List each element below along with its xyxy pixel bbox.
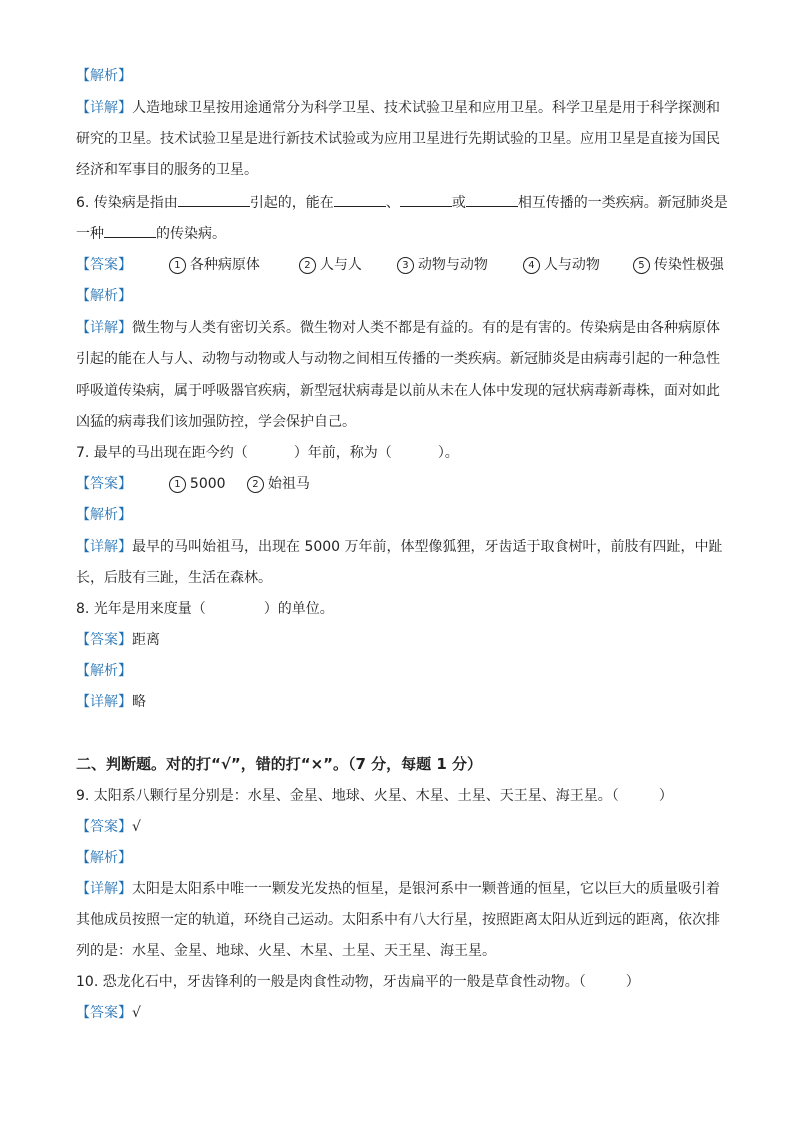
q7-detail-line-2: 长，后肢有三趾，生活在森林。 [76, 570, 272, 586]
q7-answer: 【答案】 1 5000 2 始祖马 [76, 476, 310, 492]
q6-stem-line-1: 6. 传染病是指由 引起的，能在 、 或 相互传播的一类疾病。新冠肺炎是 [76, 192, 726, 213]
blank-line [400, 192, 452, 207]
answer-option: 3 动物与动物 [397, 255, 523, 275]
answer-option: 2 人与人 [299, 255, 397, 275]
blank-line [104, 223, 156, 238]
answer-option: 5 传染性极强 [633, 255, 724, 275]
section-title: 二、判断题。对的打“√”，错的打“×”。（7 分，每题 1 分） [76, 755, 483, 773]
blank-line [466, 192, 518, 207]
q9-detail-line-1: 【详解】太阳是太阳系中唯一一颗发光发热的恒星，是银河系中一颗普通的恒星，它以巨大的质量吸引着 [76, 881, 720, 897]
q6-detail-line-4: 凶猛的病毒我们该加强防控，学会保护自己。 [76, 414, 356, 430]
q8-detail: 【详解】略 [76, 694, 146, 710]
q6-detail-line-3: 呼吸道传染病，属于呼吸器官疾病，新型冠状病毒是以前从未在人体中发现的冠状病毒新毒株，面对如此 [76, 383, 720, 399]
q9-detail-line-3: 列的是：水星、金星、地球、火星、木星、土星、天王星、海王星。 [76, 943, 496, 959]
answer-option: 4 人与动物 [523, 255, 633, 275]
q5-detail-line-1: 【详解】人造地球卫星按用途通常分为科学卫星、技术试验卫星和应用卫星。科学卫星是用于科学探测和 [76, 100, 720, 116]
q10-stem: 10. 恐龙化石中，牙齿锋利的一般是肉食性动物，牙齿扁平的一般是草食性动物。（ ） [76, 974, 640, 990]
answer-option: 1 各种病原体 [169, 255, 299, 275]
q8-analysis-tag: 【解析】 [76, 663, 132, 679]
q6-answer: 【答案】 1 各种病原体 2 人与人 3 动物与动物 4 人与动物 5 传染性极强 [76, 257, 724, 273]
q9-analysis-tag: 【解析】 [76, 850, 132, 866]
q6-stem-line-2: 一种 的传染病。 [76, 223, 726, 244]
q8-answer: 【答案】距离 [76, 632, 160, 648]
q7-analysis-tag: 【解析】 [76, 507, 132, 523]
q5-analysis-tag: 【解析】 [76, 68, 132, 84]
q7-stem: 7. 最早的马出现在距今约（ ）年前，称为（ ）。 [76, 445, 459, 461]
blank-line [334, 192, 386, 207]
q8-stem: 8. 光年是用来度量（ ）的单位。 [76, 601, 334, 617]
q9-answer: 【答案】√ [76, 819, 141, 835]
answer-option: 1 5000 [169, 474, 247, 494]
q5-detail-line-3: 经济和军事目的服务的卫星。 [76, 162, 258, 178]
q10-answer: 【答案】√ [76, 1005, 141, 1021]
answer-option: 2 始祖马 [247, 474, 310, 494]
q6-analysis-tag: 【解析】 [76, 288, 132, 304]
q6-detail-line-1: 【详解】微生物与人类有密切关系。微生物对人类不都是有益的。有的是有害的。传染病是由各种病原体 [76, 320, 720, 336]
q9-detail-line-2: 其他成员按照一定的轨道，环绕自己运动。太阳系中有八大行星，按照距离太阳从近到远的距离，依次排 [76, 912, 720, 928]
blank-line [178, 192, 250, 207]
q7-detail-line-1: 【详解】最早的马叫始祖马，出现在 5000 万年前，体型像狐狸，牙齿适于取食树叶，前肢有四趾，中趾 [76, 539, 723, 555]
q6-detail-line-2: 引起的能在人与人、动物与动物或人与动物之间相互传播的一类疾病。新冠肺炎是由病毒引起的一种急性 [76, 351, 720, 367]
q9-stem: 9. 太阳系八颗行星分别是：水星、金星、地球、火星、木星、土星、天王星、海王星。（ ） [76, 788, 673, 804]
q5-detail-line-2: 研究的卫星。技术试验卫星是进行新技术试验或为应用卫星进行先期试验的卫星。应用卫星是直接为国民 [76, 131, 720, 147]
